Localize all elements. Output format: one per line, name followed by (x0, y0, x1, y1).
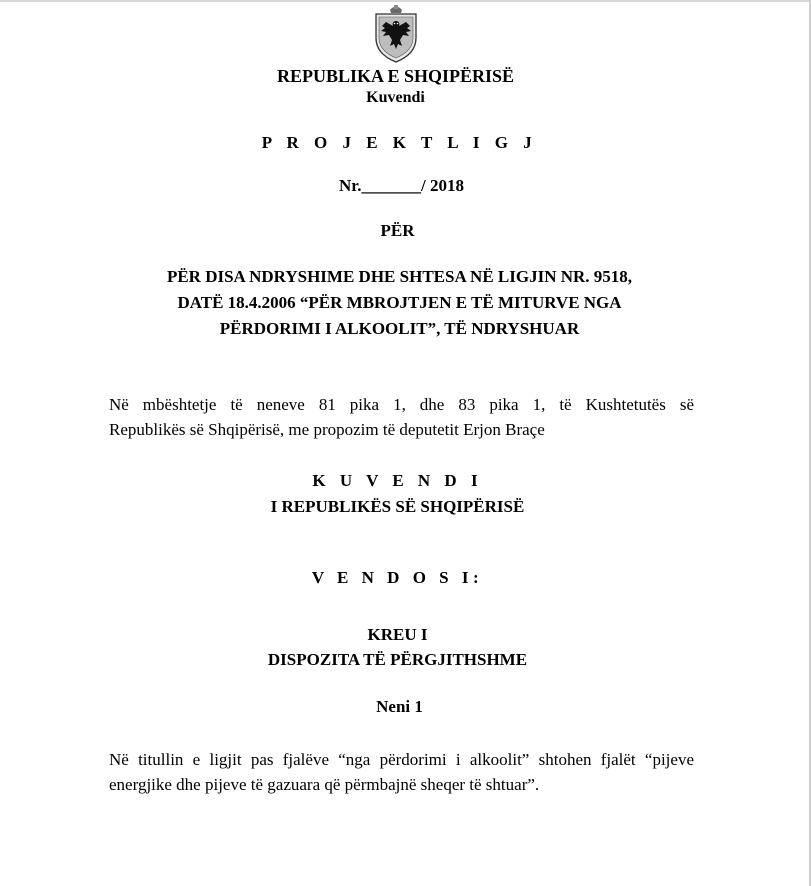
assembly-heading (0, 468, 803, 520)
decision-heading: V E N D O S I: (311, 568, 484, 587)
assembly-heading-line: K U V E N D I (312, 471, 483, 490)
preamble-line: Në mbështetje të neneve 81 pika 1, dhe 83 pika 1, të Kushtetutës së (109, 395, 694, 414)
law-title-line: PËR DISA NDRYSHIME DHE SHTESA NË LIGJIN NR. 9518, (166, 267, 633, 286)
page-top-border (0, 0, 811, 2)
document-type-heading: P R O J E K T L I G J (261, 133, 538, 152)
country-heading: REPUBLIKA E SHQIPËRISË (276, 66, 515, 86)
law-title-line: DATË 18.4.2006 “PËR MBROJTJEN E TË MITURVE NGA (177, 293, 622, 312)
chapter-heading (0, 622, 803, 672)
per-heading: PËR (380, 221, 415, 240)
article-line: Në titullin e ligjit pas fjalëve “nga përdorimi i alkoolit” shtohen fjalët “pijeve (109, 750, 694, 769)
law-title (0, 264, 805, 342)
article-line: energjike dhe pijeve të gazuara që përmbajnë sheqer të shtuar”. (109, 775, 540, 794)
assembly-heading-line: I REPUBLIKËS SË SHQIPËRISË (270, 497, 525, 516)
chapter-title: DISPOZITA TË PËRGJITHSHME (267, 650, 528, 669)
article-paragraph (109, 747, 694, 797)
institution-heading: Kuvendi (366, 89, 425, 106)
chapter-number: KREU I (367, 625, 428, 644)
preamble-paragraph (109, 392, 694, 442)
preamble-line: Republikës së Shqipërisë, me propozim të deputetit Erjon Braçe (109, 420, 545, 439)
article-heading: Neni 1 (376, 697, 423, 716)
albania-coat-of-arms-icon (373, 4, 419, 64)
document-number: Nr._______/ 2018 (339, 176, 464, 195)
law-title-line: PËRDORIMI I ALKOOLIT”, TË NDRYSHUAR (219, 319, 580, 338)
